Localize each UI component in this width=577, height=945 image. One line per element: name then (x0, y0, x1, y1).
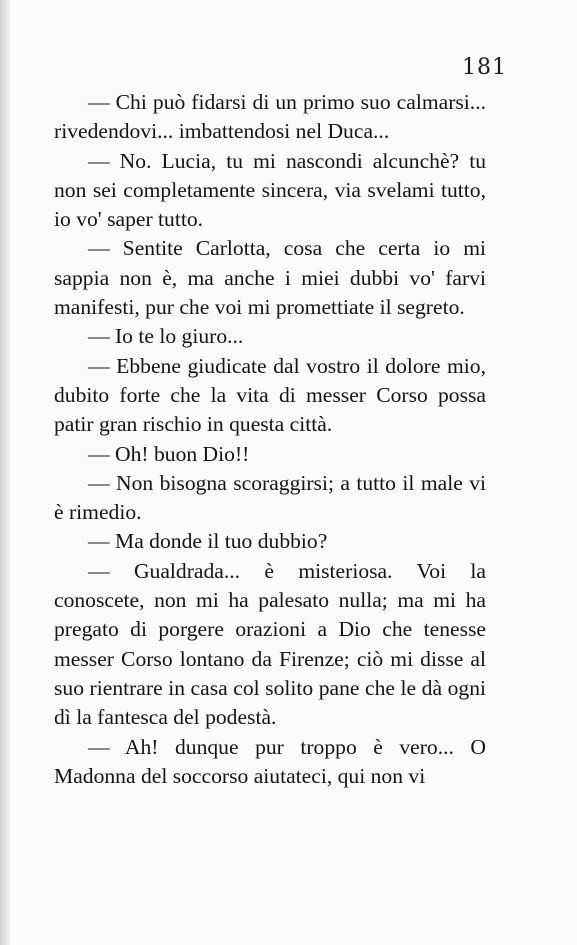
paragraph: — Ah! dunque pur troppo è vero... O Madonna del soccorso aiutateci, qui non vi (54, 734, 486, 788)
paragraph: — Ebbene giudicate dal vostro il dolore mio, dubito forte che la vita di messer Corso possa patir gran rischio in questa città. (54, 353, 486, 437)
page-number: 181 (462, 55, 507, 80)
paragraph: — Gualdrada... è misteriosa. Voi la conoscete, non mi ha palesato nulla; ma mi ha pregato di porgere orazioni a Dio che tenesse messer Corso lontano da Firenze; ciò mi disse al suo rientrare in casa col solito pane che le dà ogni dì la fantesca del podestà. (54, 558, 486, 730)
body-text (54, 88, 486, 791)
paragraph: — Non bisogna scoraggirsi; a tutto il male vi è rimedio. (54, 470, 486, 525)
paragraph: — Oh! buon Dio!! (88, 441, 250, 466)
paragraph: — Sentite Carlotta, cosa che certa io mi sappia non è, ma anche i miei dubbi vo' farvi manifesti, pur che voi mi promettiate il segreto. (54, 236, 486, 320)
paragraph: — No. Lucia, tu mi nascondi alcunchè? tu non sei completamente sincera, via svelami tutto, io vo' saper tutto. (54, 148, 486, 232)
page-spine-shadow (0, 0, 10, 945)
paragraph: — Io te lo giuro... (88, 324, 244, 349)
paragraph: — Chi può fidarsi di un primo suo calmarsi... rivedendovi... imbattendosi nel Duca... (54, 90, 486, 144)
paragraph: — Ma donde il tuo dubbio? (88, 529, 328, 554)
